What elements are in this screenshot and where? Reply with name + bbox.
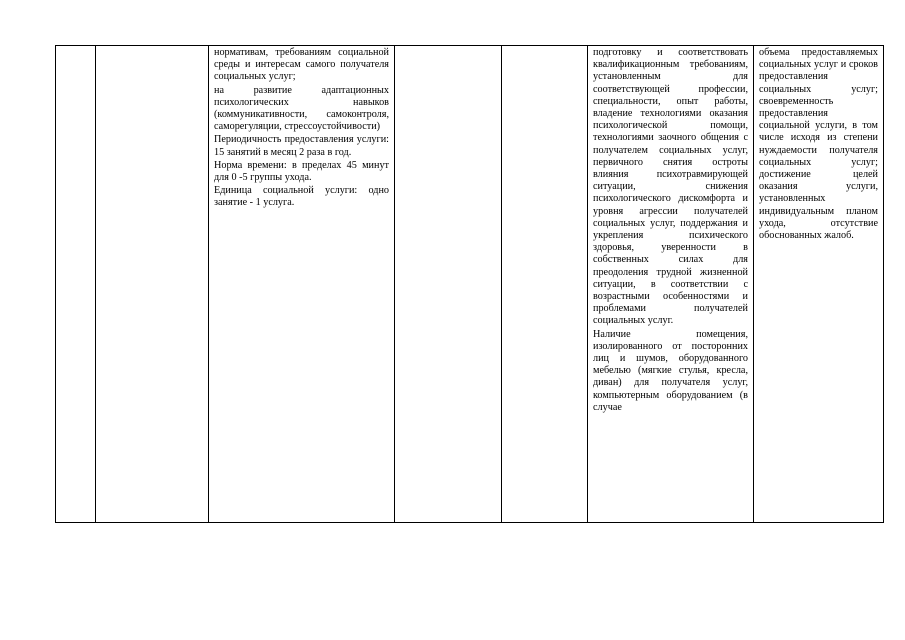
description-paragraph: Норма времени: в пределах 45 минут для 0 -5 группы ухода. (214, 159, 389, 184)
services-table (55, 45, 884, 523)
description-paragraph: Периодичность предоставления услуги: 15 занятий в месяц 2 раза в год. (214, 134, 389, 158)
cell-empty-5 (502, 46, 588, 523)
conditions-paragraph: подготовку и соответствовать квалификационным требованиям, установленным для соответствующей профессии, специальности, опыт работы, владение технологиями оказания психологической помощи, технологиями заочного общения с получателем социальных услуг, первичного снятия остроты влияния психотравмирующей ситуации, снижения психологического дискомфорта и уровня агрессии получателей социальных услуг, поддержания и укрепления психического здоровья, уверенности в собственных силах для преодоления трудной жизненной ситуации, в соответствии с возрастными особенностями и проблемами получателей социальных услуг. (593, 47, 748, 327)
description-paragraph: нормативам, требованиям социальной среды и интересам самого получателя социальных услуг; (214, 47, 389, 83)
description-paragraph: Единица социальной услуги: одно занятие - 1 услуга. (214, 185, 389, 209)
table-row (56, 46, 884, 523)
cell-number (56, 46, 96, 523)
cell-quality-indicators (754, 46, 884, 523)
cell-empty-4 (395, 46, 502, 523)
cell-service-name (96, 46, 209, 523)
indicators-paragraph: объема предоставляемых социальных услуг и сроков предоставления социальных услуг; своевременность предоставления социальной услуги, в том числе исходя из степени нуждаемости получателя социальных услуг; достижение целей оказания услуги, установленных индивидуальным планом ухода, отсутствие обоснованных жалоб. (759, 47, 878, 242)
description-paragraph: на развитие адаптационных психологических навыков (коммуникативности, самоконтроля, саморегуляции, стрессоустойчивости) (214, 84, 389, 133)
cell-service-description (209, 46, 395, 523)
cell-conditions (588, 46, 754, 523)
conditions-paragraph: Наличие помещения, изолированного от посторонних лиц и шумов, оборудованного мебелью (мягкие стулья, кресла, диван) для получателя услуг, компьютерным оборудованием (в случае (593, 328, 748, 413)
